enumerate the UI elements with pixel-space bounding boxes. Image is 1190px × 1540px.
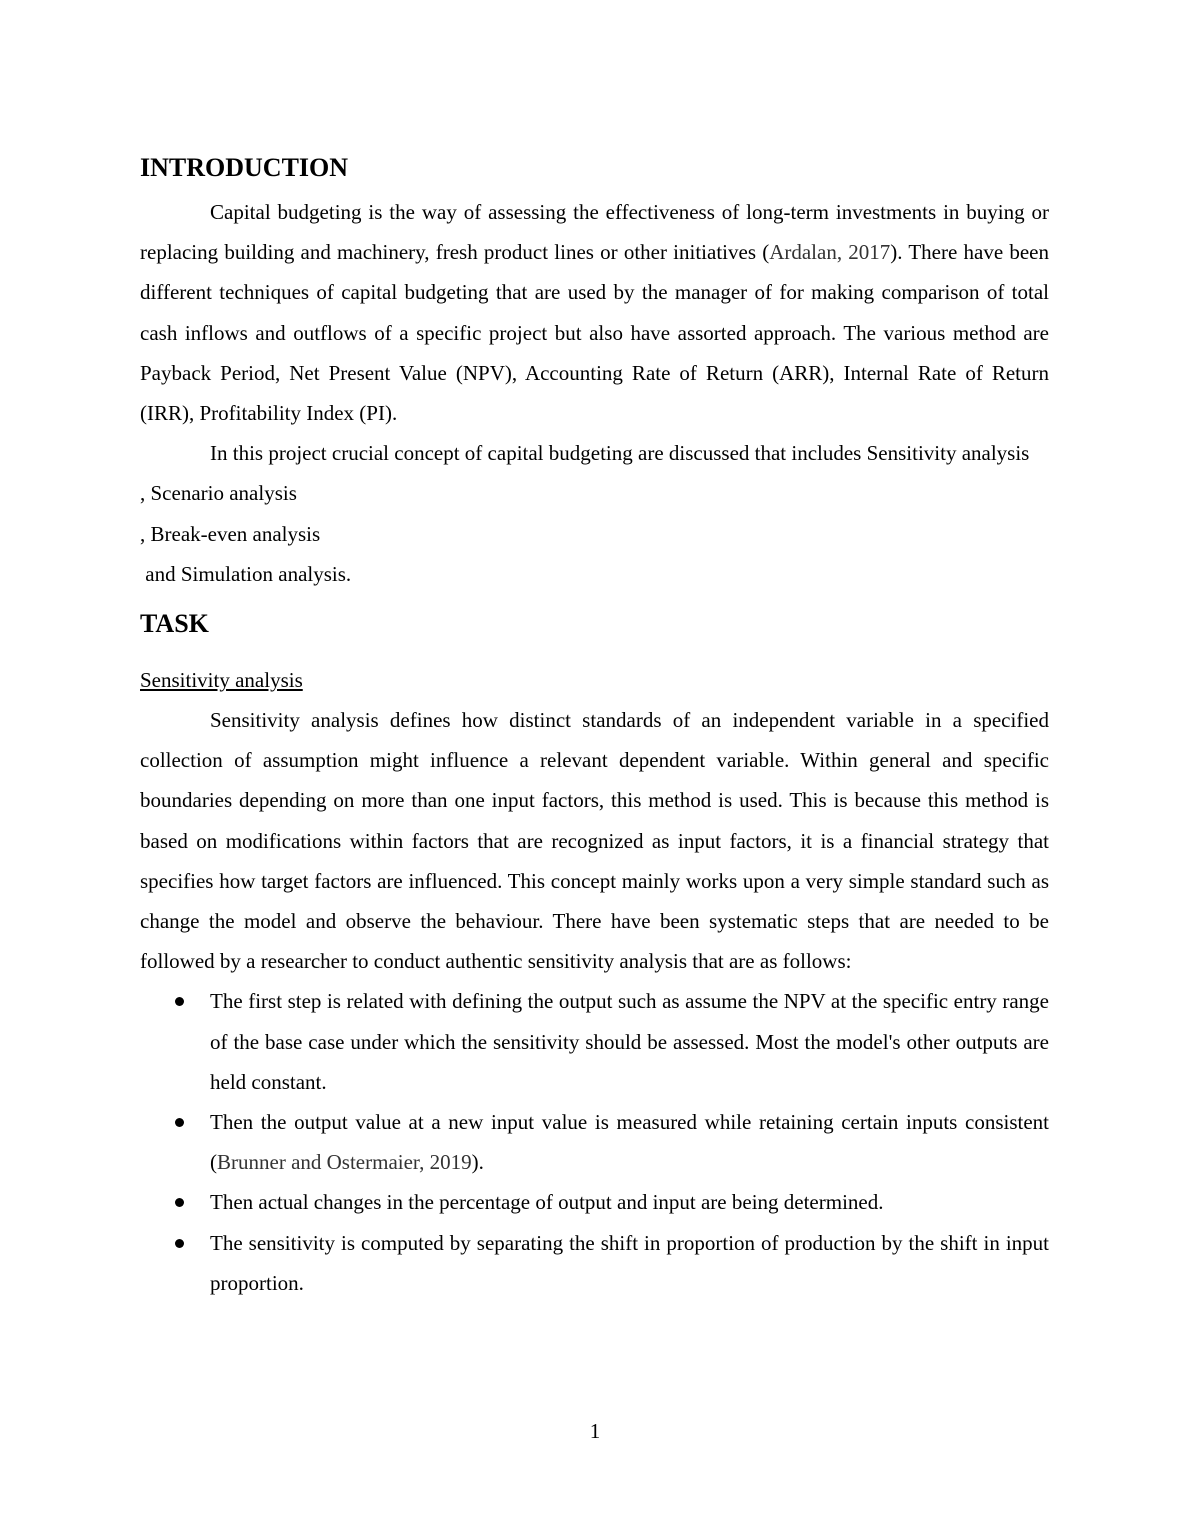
intro-p1-text-b: ). There have been different techniques of capital budgeting that are used by the manager of for making comparison of total cash inflows and outflows of a specific project but also have assorted approach. The various method are Payback Period, Net Present Value (NPV), Accounting Rate of Return (ARR), Internal Rate of Return (IRR), Profitability Index (PI).: [140, 240, 1050, 426]
bullet-text-2a: Then the output value at a new input value is measured while retaining certain inputs consistent (: [210, 1110, 1049, 1175]
bullet-text-3: Then actual changes in the percentage of output and input are being determined.: [210, 1190, 884, 1215]
page-number: 1: [589, 1419, 601, 1443]
sensitivity-steps-list: [140, 981, 1049, 1303]
bullet-icon: [175, 1198, 184, 1207]
intro-line-breakeven: , Break-even analysis: [140, 521, 321, 546]
citation-brunner: Brunner and Ostermaier, 2019: [217, 1150, 472, 1175]
introduction-heading: INTRODUCTION: [140, 153, 349, 182]
bullet-text-4: The sensitivity is computed by separating the shift in proportion of production by the shift in input proportion.: [210, 1230, 1049, 1295]
list-item: [140, 981, 1049, 1102]
task-heading: TASK: [140, 609, 209, 639]
page-content: [140, 148, 1049, 1303]
intro-line-simulation: and Simulation analysis.: [140, 561, 352, 586]
list-item: [140, 1223, 1049, 1303]
intro-p1-text-a: Capital budgeting is the way of assessing the effectiveness of long-term investments in buying or replacing building and machinery, fresh product lines or other initiatives (: [140, 200, 1049, 265]
intro-paragraph-1: [140, 192, 1049, 433]
bullet-icon: [175, 997, 184, 1006]
list-item: [140, 1182, 1049, 1222]
sensitivity-paragraph: Sensitivity analysis defines how distinct standards of an independent variable in a specified collection of assumption might influence a relevant dependent variable. Within general and specific boundaries depending on more than one input factors, this method is used. This is because this method is based on modifications within factors that are recognized as input factors, it is a financial strategy that specifies how target factors are influenced. This concept mainly works upon a very simple standard such as change the model and observe the behaviour. There have been systematic steps that are needed to be followed by a researcher to conduct authentic sensitivity analysis that are as follows:: [140, 708, 1049, 974]
bullet-icon: [175, 1118, 184, 1127]
bullet-icon: [175, 1239, 184, 1248]
bullet-text-1: The first step is related with defining the output such as assume the NPV at the specific entry range of the base case under which the sensitivity should be assessed. Most the model's other outputs are held constant.: [210, 989, 1049, 1094]
citation-ardalan: Ardalan, 2017: [769, 240, 891, 265]
sensitivity-subheading: Sensitivity analysis: [140, 668, 303, 693]
bullet-text-2b: ).: [471, 1150, 484, 1175]
list-item: [140, 1102, 1049, 1182]
intro-paragraph-2: In this project crucial concept of capital budgeting are discussed that includes Sensitivity analysis: [210, 441, 1030, 466]
intro-line-scenario: , Scenario analysis: [140, 481, 297, 506]
